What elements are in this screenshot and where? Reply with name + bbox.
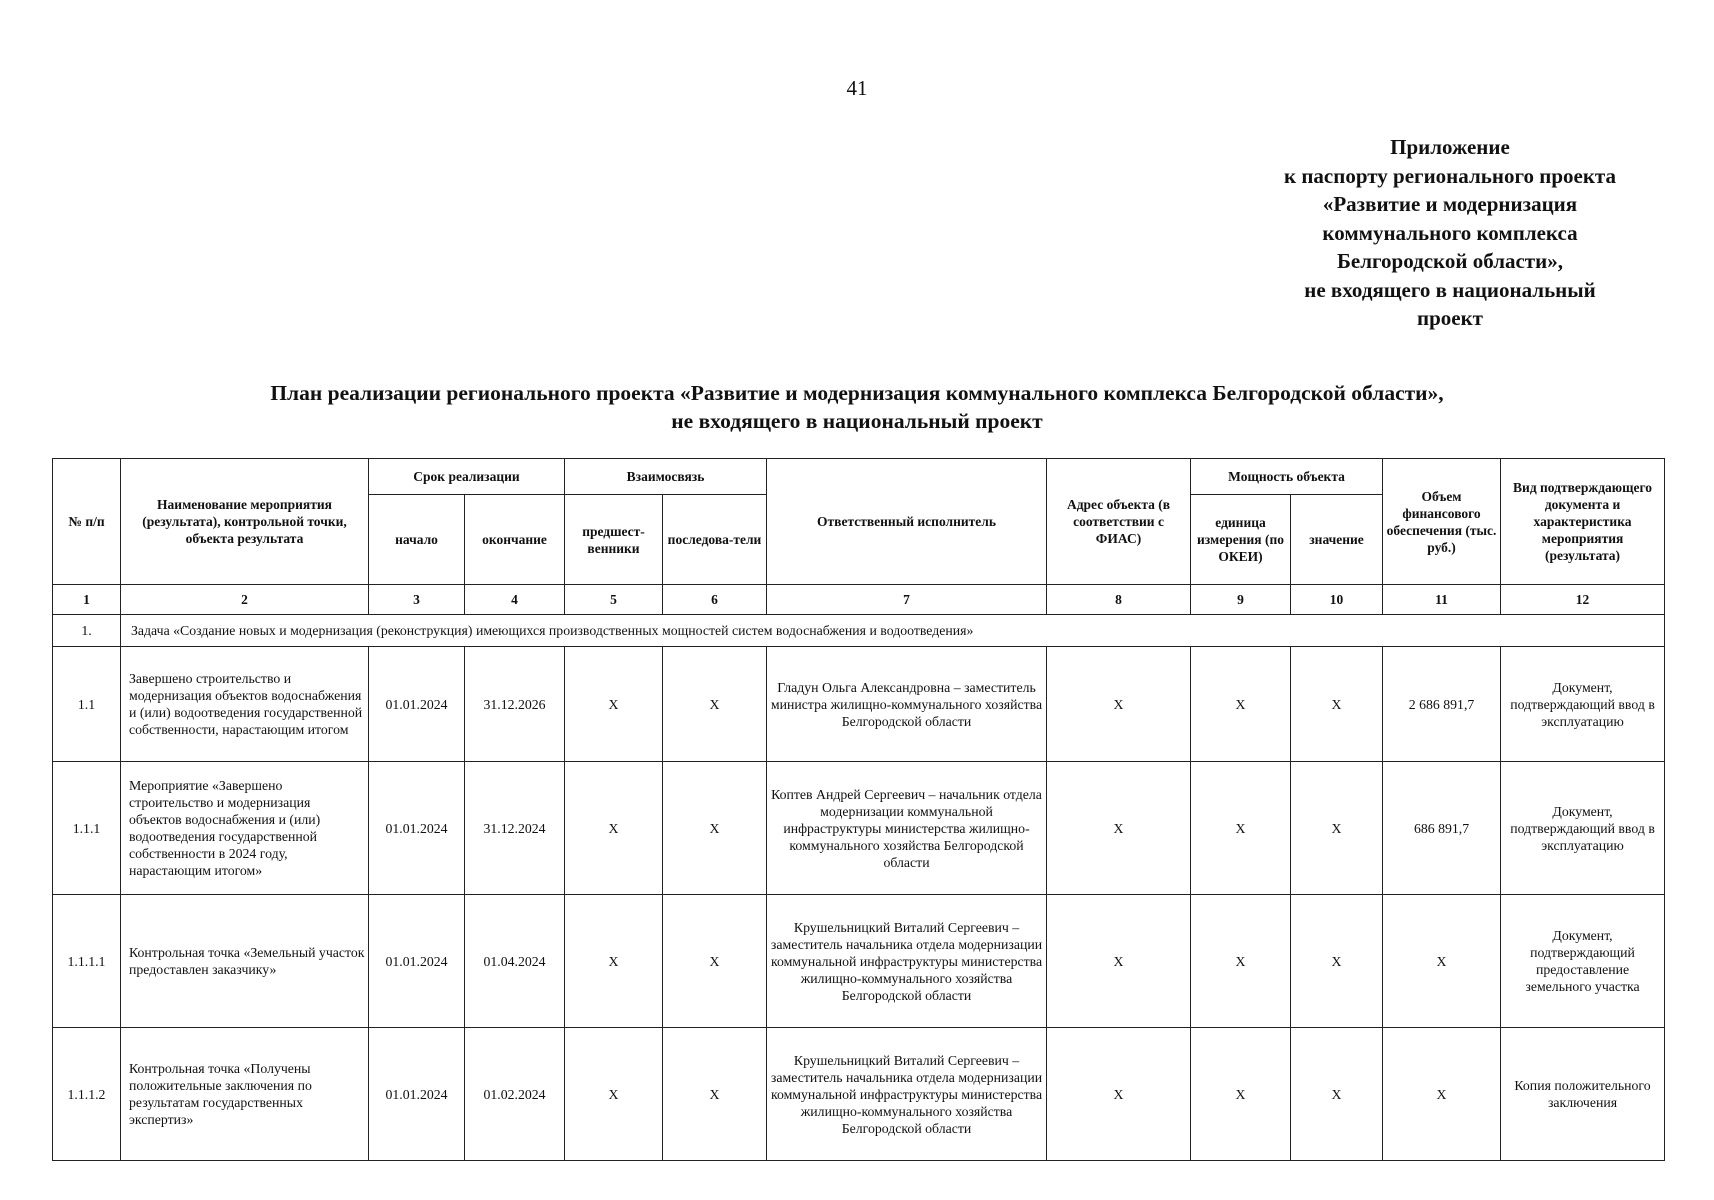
- row-name: Завершено строительство и модернизация объектов водоснабжения и (или) водоотведения государственной собственности, нарастающим итогом: [121, 647, 369, 762]
- row-end: 31.12.2026: [465, 647, 565, 762]
- row-value: X: [1291, 647, 1383, 762]
- header-responsible: Ответственный исполнитель: [767, 459, 1047, 585]
- row-doc: Копия положительного заключения: [1501, 1028, 1665, 1161]
- row-unit: X: [1191, 895, 1291, 1028]
- row-predecessors: X: [565, 1028, 663, 1161]
- plan-table: [52, 458, 1665, 1161]
- row-address: X: [1047, 762, 1191, 895]
- row-address: X: [1047, 647, 1191, 762]
- row-start: 01.01.2024: [369, 647, 465, 762]
- appendix-line: «Развитие и модернизация: [1322, 192, 1578, 216]
- task-num: 1.: [53, 615, 121, 647]
- header-successors: последова-тели: [663, 495, 767, 585]
- row-doc: Документ, подтверждающий ввод в эксплуатацию: [1501, 762, 1665, 895]
- document-title: [0, 379, 1714, 435]
- appendix-line: Белгородской области»,: [1337, 249, 1563, 273]
- row-responsible: Гладун Ольга Александровна – заместитель министра жилищно-коммунального хозяйства Белгородской области: [767, 647, 1047, 762]
- row-doc: Документ, подтверждающий ввод в эксплуатацию: [1501, 647, 1665, 762]
- row-value: X: [1291, 895, 1383, 1028]
- header-period: Срок реализации: [369, 459, 565, 495]
- row-finance: X: [1383, 1028, 1501, 1161]
- title-line-1: План реализации регионального проекта «Развитие и модернизация коммунального комплекса Белгородской области»,: [270, 381, 1444, 405]
- appendix-line: проект: [1416, 306, 1483, 330]
- column-number: 12: [1501, 585, 1665, 615]
- row-unit: X: [1191, 1028, 1291, 1161]
- row-address: X: [1047, 1028, 1191, 1161]
- row-name: Контрольная точка «Получены положительные заключения по результатам государственных экспертиз»: [121, 1028, 369, 1161]
- column-number: 1: [53, 585, 121, 615]
- column-number: 3: [369, 585, 465, 615]
- task-row: [53, 615, 1665, 647]
- row-value: X: [1291, 762, 1383, 895]
- column-number: 6: [663, 585, 767, 615]
- row-predecessors: X: [565, 762, 663, 895]
- header-start: начало: [369, 495, 465, 585]
- row-end: 01.02.2024: [465, 1028, 565, 1161]
- row-num: 1.1.1.2: [53, 1028, 121, 1161]
- row-responsible: Коптев Андрей Сергеевич – начальник отдела модернизации коммунальной инфраструктуры министерства жилищно-коммунального хозяйства Белгородской области: [767, 762, 1047, 895]
- row-unit: X: [1191, 762, 1291, 895]
- title-line-2: не входящего в национальный проект: [671, 409, 1043, 433]
- header-finance: Объем финансового обеспечения (тыс. руб.): [1383, 459, 1501, 585]
- column-number: 11: [1383, 585, 1501, 615]
- row-start: 01.01.2024: [369, 895, 465, 1028]
- header-capacity: Мощность объекта: [1191, 459, 1383, 495]
- header-relation: Взаимосвязь: [565, 459, 767, 495]
- header-predecessors: предшест-венники: [565, 495, 663, 585]
- row-num: 1.1: [53, 647, 121, 762]
- row-num: 1.1.1: [53, 762, 121, 895]
- header-unit: единица измерения (по ОКЕИ): [1191, 495, 1291, 585]
- row-name: Мероприятие «Завершено строительство и модернизация объектов водоснабжения и (или) водоотведения государственной собственности в 2024 году, нарастающим итогом»: [121, 762, 369, 895]
- row-successors: X: [663, 762, 767, 895]
- table-row: [53, 895, 1665, 1028]
- appendix-line: к паспорту регионального проекта: [1283, 163, 1616, 188]
- row-successors: X: [663, 895, 767, 1028]
- row-predecessors: X: [565, 647, 663, 762]
- task-text: Задача «Создание новых и модернизация (реконструкция) имеющихся производственных мощностей систем водоснабжения и водоотведения»: [121, 615, 1665, 647]
- page-number: 41: [846, 76, 868, 100]
- column-number: 8: [1047, 585, 1191, 615]
- appendix-line: не входящего в национальный: [1304, 277, 1596, 302]
- row-predecessors: X: [565, 895, 663, 1028]
- column-number: 10: [1291, 585, 1383, 615]
- row-value: X: [1291, 1028, 1383, 1161]
- header-doc-type: Вид подтверждающего документа и характеристика мероприятия (результата): [1501, 459, 1665, 585]
- appendix-line: Приложение: [1390, 135, 1510, 159]
- appendix-line: коммунального комплекса: [1322, 220, 1578, 245]
- header-end: окончание: [465, 495, 565, 585]
- row-finance: 686 891,7: [1383, 762, 1501, 895]
- header-address: Адрес объекта (в соответствии с ФИАС): [1047, 459, 1191, 585]
- row-successors: X: [663, 647, 767, 762]
- row-start: 01.01.2024: [369, 1028, 465, 1161]
- table-row: [53, 647, 1665, 762]
- row-doc: Документ, подтверждающий предоставление земельного участка: [1501, 895, 1665, 1028]
- row-responsible: Крушельницкий Виталий Сергеевич – заместитель начальника отдела модернизации коммунальной инфраструктуры министерства жилищно-коммунального хозяйства Белгородской области: [767, 1028, 1047, 1161]
- row-end: 01.04.2024: [465, 895, 565, 1028]
- row-name: Контрольная точка «Земельный участок предоставлен заказчику»: [121, 895, 369, 1028]
- column-number: 9: [1191, 585, 1291, 615]
- row-finance: 2 686 891,7: [1383, 647, 1501, 762]
- row-address: X: [1047, 895, 1191, 1028]
- appendix-header: [1240, 133, 1660, 333]
- table-row: [53, 1028, 1665, 1161]
- column-number: 7: [767, 585, 1047, 615]
- column-number: 5: [565, 585, 663, 615]
- header-value: значение: [1291, 495, 1383, 585]
- header-num: № п/п: [53, 459, 121, 585]
- row-unit: X: [1191, 647, 1291, 762]
- row-finance: X: [1383, 895, 1501, 1028]
- row-successors: X: [663, 1028, 767, 1161]
- column-number: 2: [121, 585, 369, 615]
- header-name: Наименование мероприятия (результата), контрольной точки, объекта результата: [121, 459, 369, 585]
- row-responsible: Крушельницкий Виталий Сергеевич – заместитель начальника отдела модернизации коммунальной инфраструктуры министерства жилищно-коммунального хозяйства Белгородской области: [767, 895, 1047, 1028]
- table-row: [53, 762, 1665, 895]
- row-start: 01.01.2024: [369, 762, 465, 895]
- row-num: 1.1.1.1: [53, 895, 121, 1028]
- column-number: 4: [465, 585, 565, 615]
- row-end: 31.12.2024: [465, 762, 565, 895]
